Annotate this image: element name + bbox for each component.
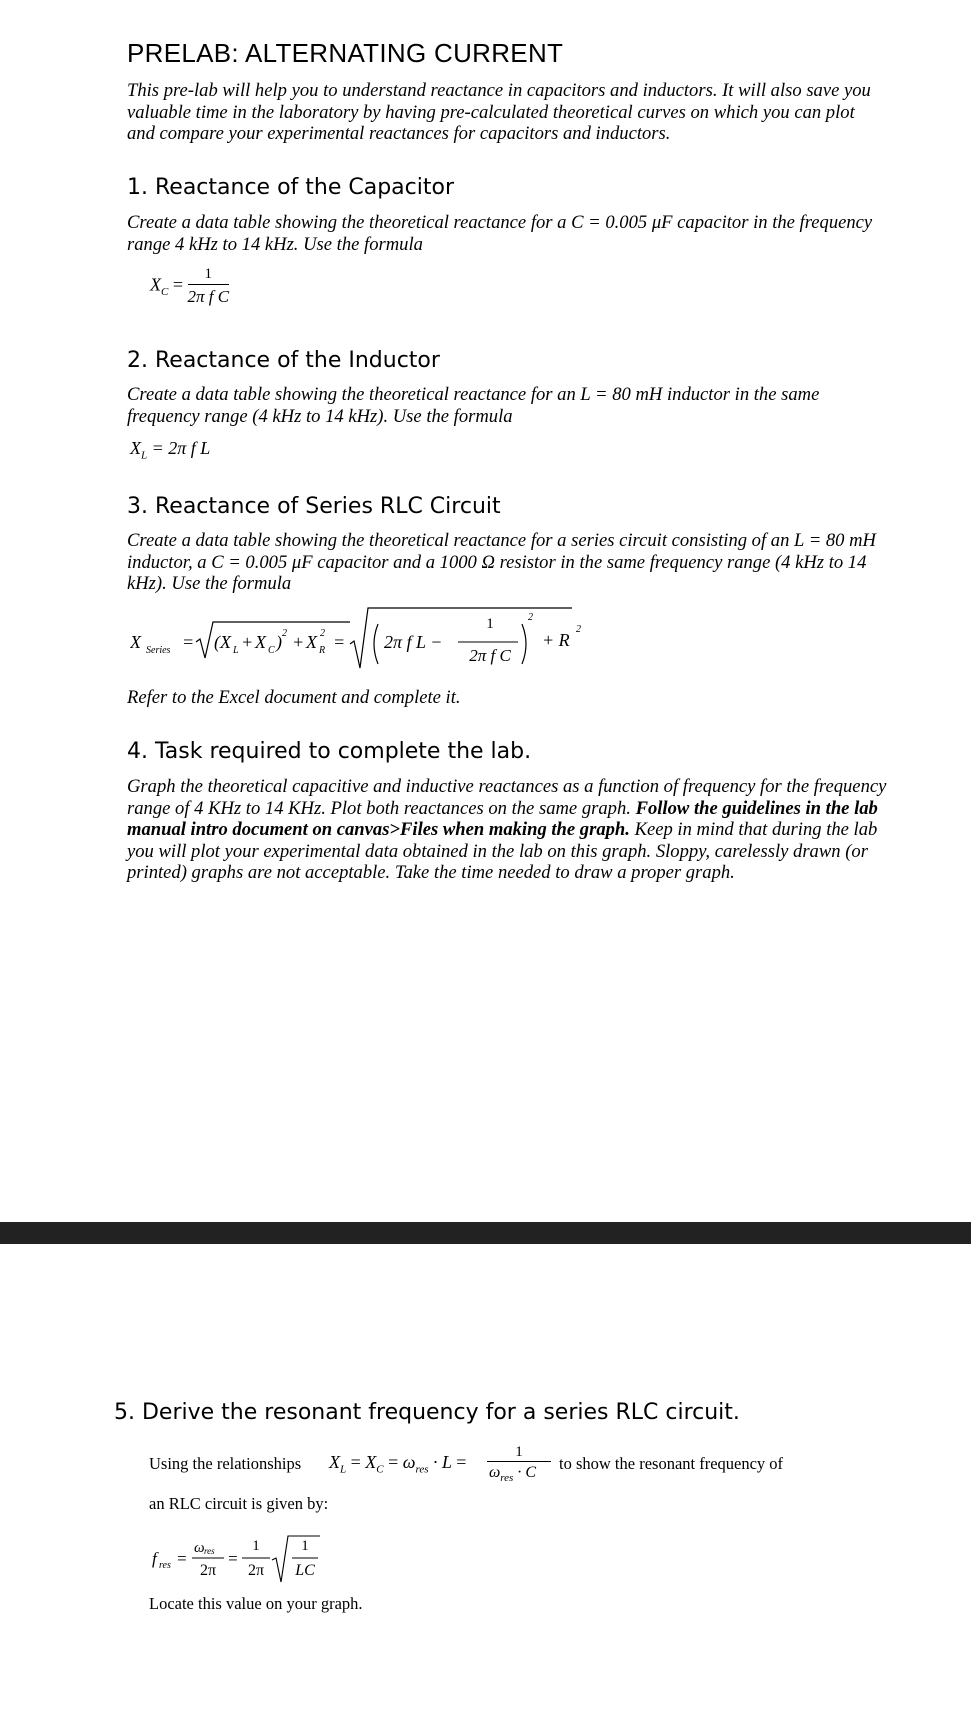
section-2-body: Create a data table showing the theoretical reactance for an L = 80 mH inductor in the same frequency range (4 kHz to 14 kHz). Use the formula bbox=[127, 384, 820, 427]
section-5-relationships bbox=[149, 1444, 849, 1484]
series-rlc-formula bbox=[130, 606, 610, 670]
resonant-frequency-formula bbox=[152, 1530, 352, 1588]
svg-text:ω: ω bbox=[194, 1540, 205, 1556]
relationship-numerator: 1 bbox=[487, 1444, 551, 1462]
series-formula-graphic bbox=[130, 606, 610, 670]
given-by-text: an RLC circuit is given by: bbox=[149, 1494, 329, 1513]
section-3-heading: 3. Reactance of Series RLC Circuit bbox=[127, 494, 501, 519]
final-fraction-numerator: 1 bbox=[252, 1538, 260, 1554]
svg-text:=: = bbox=[227, 1549, 239, 1568]
to-show-text: to show the resonant frequency of bbox=[559, 1454, 784, 1473]
formula-rhs: = 2π f L bbox=[151, 438, 211, 458]
capacitor-reactance-formula: $X_C$ = $\frac{1}{\text{2π f C}}$ bbox=[150, 266, 230, 306]
svg-text:res: res bbox=[204, 1546, 215, 1556]
section-4-body bbox=[127, 776, 897, 884]
svg-text:+: + bbox=[292, 632, 305, 652]
section-2-heading: 2. Reactance of the Inductor bbox=[127, 348, 440, 373]
relationship-denominator: $\omega_{res} \cdot C$ bbox=[489, 1464, 537, 1485]
svg-text:X: X bbox=[130, 632, 141, 652]
svg-text:): ) bbox=[276, 632, 282, 652]
svg-text:X: X bbox=[255, 632, 266, 652]
formula-denominator: 2π f C bbox=[187, 287, 230, 306]
series-formula-r-term: + R bbox=[542, 630, 570, 650]
root-denominator: LC bbox=[295, 1562, 315, 1579]
svg-text:Series: Series bbox=[146, 645, 171, 656]
series-formula-numerator: 1 bbox=[486, 616, 494, 632]
formula-lhs: X bbox=[130, 438, 141, 458]
inductor-reactance-formula bbox=[130, 438, 210, 462]
series-formula-r-exponent: 2 bbox=[576, 624, 581, 635]
svg-text:2: 2 bbox=[528, 612, 533, 623]
section-4-body-start: Graph the theoretical capacitive and inductive reactances as a function of frequency for the frequency range of 4 KHz to 14 KHz. Plot both reactances on the same graph. bbox=[127, 776, 887, 819]
formula-lhs-sub: C bbox=[161, 286, 169, 299]
svg-text:=: = bbox=[182, 632, 195, 652]
svg-text:L: L bbox=[233, 645, 239, 656]
section-5-heading: 5. Derive the resonant frequency for a series RLC circuit. bbox=[114, 1400, 740, 1425]
section-3-body: Create a data table showing the theoretical reactance for a series circuit consisting of an L = 80 mH inductor, a C = 0.005 μF capacitor and a 1000 Ω resistor in the same frequency range (4 kHz to 14 kHz). Use the formula bbox=[127, 530, 876, 595]
svg-text:res: res bbox=[159, 1560, 171, 1571]
svg-text:2: 2 bbox=[320, 628, 325, 639]
page-title: PRELAB: ALTERNATING CURRENT bbox=[127, 38, 564, 68]
final-fraction-denominator: 2π bbox=[247, 1562, 265, 1579]
formula-lhs: X bbox=[150, 274, 161, 295]
section-1-body: Create a data table showing the theoretical reactance for a C = 0.005 μF capacitor in the frequency range 4 kHz to 14 kHz. Use the formula bbox=[127, 212, 873, 255]
svg-text:+: + bbox=[241, 632, 254, 652]
svg-text:C: C bbox=[268, 645, 275, 656]
formula-numerator: 1 bbox=[188, 266, 230, 285]
omega-fraction-denominator: 2π bbox=[199, 1562, 217, 1579]
locate-text: Locate this value on your graph. bbox=[149, 1594, 363, 1613]
using-text: Using the relationships bbox=[149, 1454, 302, 1473]
svg-text:f: f bbox=[152, 1549, 157, 1568]
svg-text:2: 2 bbox=[282, 628, 287, 639]
section-3-note: Refer to the Excel document and complete it. bbox=[127, 687, 461, 708]
section-4-body-end: Keep in mind that during the lab you will plot your experimental data obtained in the lab on this graph. Sloppy, carelessly drawn (or printed) graphs are not acceptable. Take the time needed to draw a proper graph. bbox=[127, 819, 878, 884]
section-4-body-bold: Follow the guidelines in the lab manual intro document on canvas>Files when making the graph. bbox=[127, 797, 878, 841]
svg-text:(X: (X bbox=[214, 632, 231, 652]
svg-text:2π f L −: 2π f L − bbox=[384, 632, 443, 652]
relationship-formula: $X_L = X_C = \omega_{res} \cdot L$ = bbox=[329, 1452, 467, 1476]
formula-lhs-sub: L bbox=[141, 449, 148, 462]
page-divider bbox=[0, 1222, 971, 1244]
svg-text:=: = bbox=[176, 1549, 188, 1568]
series-formula-denominator: 2π f C bbox=[469, 646, 511, 665]
section-4-heading: 4. Task required to complete the lab. bbox=[127, 739, 532, 764]
svg-text:R: R bbox=[319, 645, 326, 656]
svg-text:=: = bbox=[333, 632, 346, 652]
section-1-heading: 1. Reactance of the Capacitor bbox=[127, 175, 454, 200]
svg-text:X: X bbox=[306, 632, 317, 652]
intro-paragraph: This pre-lab will help you to understand reactance in capacitors and inductors. It will also save you valuable time in the laboratory by having pre-calculated theoretical curves on which you can plot and compare your experimental reactances for capacitors and inductors. bbox=[127, 80, 871, 145]
root-numerator: 1 bbox=[301, 1538, 309, 1554]
